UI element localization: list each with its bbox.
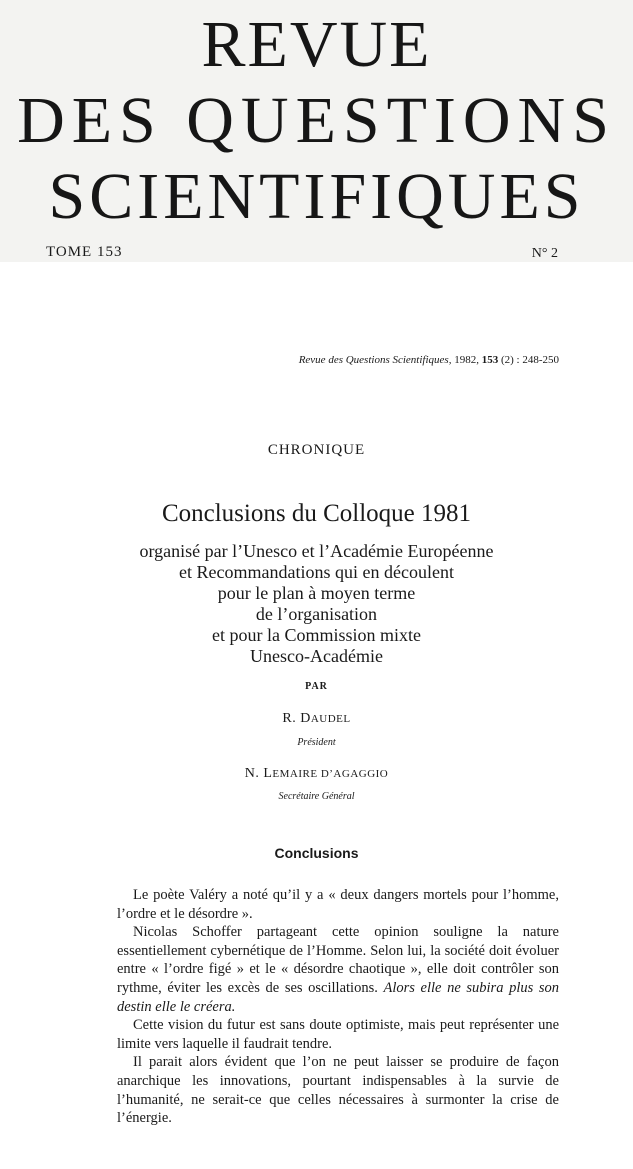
author-name-smallcaps: AUDEL bbox=[310, 713, 351, 725]
masthead-line-revue: REVUE bbox=[201, 8, 432, 81]
subtitle-line: et pour la Commission mixte bbox=[212, 625, 421, 645]
article-body bbox=[117, 886, 559, 1128]
subtitle-line: et Recommandations qui en découlent bbox=[179, 562, 454, 582]
journal-masthead bbox=[0, 0, 633, 262]
author-initial: R. D bbox=[282, 711, 311, 726]
article-title: Conclusions du Colloque 1981 bbox=[161, 500, 472, 527]
section-heading: Conclusions bbox=[274, 845, 359, 861]
subtitle-line: Unesco-Académie bbox=[250, 646, 383, 666]
issue-number: N° 2 bbox=[531, 246, 558, 261]
author-initial: N. L bbox=[244, 766, 273, 781]
citation-volume: 153 bbox=[481, 354, 499, 366]
citation-journal: Revue des Questions Scientifiques, bbox=[298, 354, 452, 366]
masthead-line-scientifiques: SCIENTIFIQUES bbox=[48, 160, 585, 233]
citation-line bbox=[299, 354, 559, 366]
author-role-president: Président bbox=[297, 737, 336, 748]
article-subtitle bbox=[0, 541, 633, 667]
subtitle-line: de l’organisation bbox=[255, 604, 378, 624]
body-paragraph: Le poète Valéry a noté qu’il y a « deux dangers mortels pour l’homme, l’ordre et le désordre ». bbox=[117, 887, 559, 922]
masthead-line-questions: DES QUESTIONS bbox=[17, 84, 616, 157]
body-text: Nicolas Schoffer partageant cette opinion souligne la nature essentiellement cybernétique de l’Homme. Selon lui, la société doit évoluer entre « l’ordre figé » et le « désordre chaotique », elle doit contrôler son rythme, éviter les excès de ses oscillations. bbox=[117, 924, 559, 996]
body-paragraph: Cette vision du futur est sans doute optimiste, mais peut représenter une limite vers laquelle il faudrait tendre. bbox=[117, 1017, 559, 1052]
body-paragraph: Il parait alors évident que l’on ne peut laisser se produire de façon anarchique les innovations, pourtant indispensables à la survie de l’humanité, ne serait-ce que celles nécessaires à surmonter la crise de l’énergie. bbox=[117, 1054, 559, 1127]
citation-year: 1982, bbox=[451, 354, 482, 366]
citation-issue-pages: (2) : 248-250 bbox=[498, 354, 559, 366]
body-paragraph bbox=[117, 923, 559, 1016]
subtitle-line: organisé par l’Unesco et l’Académie Européenne bbox=[139, 541, 494, 561]
subtitle-line: pour le plan à moyen terme bbox=[217, 583, 416, 603]
volume-label: TOME 153 bbox=[46, 244, 123, 260]
author-lemaire bbox=[0, 766, 633, 782]
section-rubrique: CHRONIQUE bbox=[267, 442, 366, 458]
author-role-secretary: Secrétaire Général bbox=[278, 791, 355, 802]
by-label: PAR bbox=[305, 681, 328, 692]
author-name-smallcaps: EMAIRE D’AGAGGIO bbox=[272, 768, 389, 780]
body-italic-text: Alors elle ne subira plus son destin elle le créera. bbox=[117, 979, 560, 1015]
author-daudel bbox=[0, 711, 633, 727]
